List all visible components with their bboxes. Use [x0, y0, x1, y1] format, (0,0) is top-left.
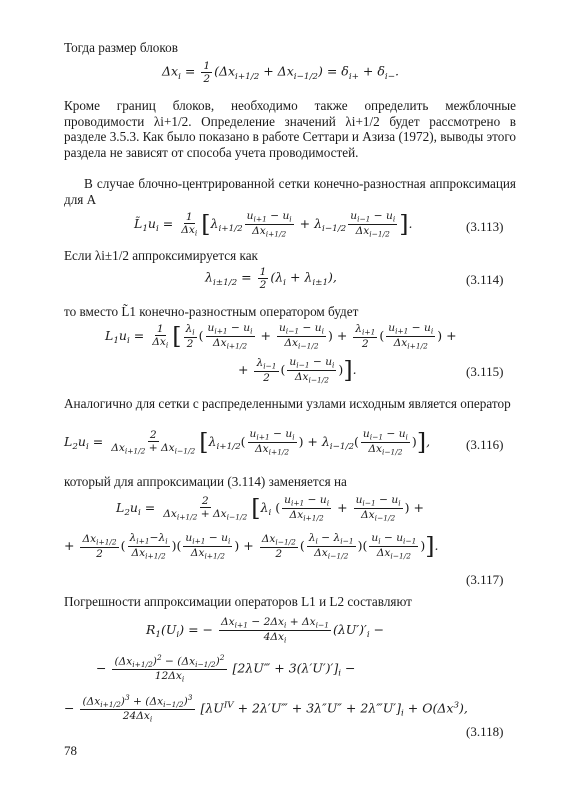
text-line-if-approximated: Если λi±1/2 аппроксимируется как: [64, 248, 258, 263]
equation-3-116: $L_2u_i$ = $\frac{2}{\Delta x_{i+1/2} + \Delta x_{i-1/2}}$ [$\lambda_{i+1/2}$( $\frac{u_{i+1} - u_i}{\Delta x_{i+1/2}}$ ) + $\lambda_{i-1/2}$( $\frac{u_{i-1} - u_i}{\Delta x_{i-1/2}}$ )],: [64, 427, 431, 457]
equation-3-115-line1: $L_1u_i$ = $\frac{1}{\Delta x_i}$ [ $\frac{\lambda_i}{2}$ ( $\frac{u_{i+1} - u_i}{\Delta x_{i+1/2}}$ + $\frac{u_{i-1} - u_i}{\Delta x_{i-1/2}}$ ) + $\frac{\lambda_{i+1}}{2}$ ( $\frac{u_{i+1} - u_i}{\Delta x_{i+1/2}}$ ) +: [105, 321, 457, 351]
equation-3-118-line2: − $\frac{(\Delta x_{i+1/2})^2 - (\Delta x_{i-1/2})^2}{12\Delta x_i}$ [2λU‴ + $3(\lambda'U')']_i$ −: [96, 653, 356, 684]
text-line-approx-errors: Погрешности аппроксимации операторов L1 и L2 составляют: [64, 594, 412, 609]
equation-dx: $\Delta x_i$ = $\frac{1}{2}$ $(\Delta x_{i+1/2} + \Delta x_{i-1/2}) = \delta_{i+} + \delta_{i-}$.: [162, 59, 400, 85]
eqno-3-114: (3.114): [466, 272, 504, 287]
eqno-3-116: (3.116): [466, 437, 504, 452]
text-line-replaced: который для аппроксимации (3.114) заменяется на: [64, 474, 347, 489]
equation-3-115-line2: + $\frac{\lambda_{i-1}}{2}$ ( $\frac{u_{i-1} - u_i}{\Delta x_{i-1/2}}$ )].: [238, 355, 357, 385]
paragraph-distributed-nodes: Аналогично для сетки с распределенными узлами исходным является оператор: [64, 396, 511, 411]
equation-3-117-line2: + $\frac{\Delta x_{i+1/2}}{2}$ ( $\frac{\lambda_{i+1}-\lambda_i}{\Delta x_{i+1/2}}$ )( $\frac{u_{i+1} - u_i}{\Delta x_{i+1/2}}$ ) + $\frac{\Delta x_{i-1/2}}{2}$ ( $\frac{\lambda_i - \lambda_{i-1}}{\Delta x_{i-1/2}}$ )( $\frac{u_i - u_{i-1}}{\Delta x_{i-1/2}}$ )].: [64, 531, 439, 561]
page-number: 78: [64, 743, 77, 758]
paragraph-block-centered: В случае блочно-центрированной сетки конечно-разностная аппроксимация для A: [64, 176, 516, 207]
paragraph-block-boundaries: Кроме границ блоков, необходимо также определить межблочные проводимости λi+1/2. Определение значений λi+1/2 будет рассмотрено в разделе 3.5.3. Как было показано в работе Сеттари и Азиза (1972), выводы этого раздела не зависят от способа учета проводимостей.: [64, 98, 517, 160]
eqno-3-113: (3.113): [466, 219, 504, 234]
text-line-instead: то вместо L̃1 конечно-разностным оператором будет: [64, 304, 359, 319]
eqno-3-115: (3.115): [466, 364, 504, 379]
equation-3-118-line3: − $\frac{(\Delta x_{i+1/2})^3 + (\Delta x_{i-1/2})^3}{24\Delta x_i}$ [$\lambda U^{IV}$ + 2λ′U‴ + $3\lambda''U'' + 2\lambda‴U']_i + O(\Delta x^3)$,: [64, 693, 468, 724]
text-line-block-size: Тогда размер блоков: [64, 40, 178, 55]
eqno-3-117: (3.117): [466, 572, 504, 587]
equation-3-117-line1: $L_2u_i$ = $\frac{2}{\Delta x_{i+1/2} + \Delta x_{i-1/2}}$ [$\lambda_i$ ( $\frac{u_{i+1} - u_i}{\Delta x_{i+1/2}}$ + $\frac{u_{i-1} - u_i}{\Delta x_{i-1/2}}$ ) +: [116, 493, 424, 523]
equation-3-114: $\lambda_{i\pm 1/2}$ = $\frac{1}{2}$ $(\lambda_i + \lambda_{i\pm 1})$,: [205, 265, 337, 291]
equation-3-118-line1: $R_1(U_i)$ = − $\frac{\Delta x_{i+1} - 2\Delta x_i + \Delta x_{i-1}}{4\Delta x_i}$ $(\lambda U')'_i$ −: [146, 615, 385, 645]
equation-3-113: $L̃_1u_i$ = $\frac{1}{\Delta x_i}$ [$\lambda_{i+1/2}$ $\frac{u_{i+1} - u_i}{\Delta x_{i+1/2}}$ + $\lambda_{i-1/2}$ $\frac{u_{i-1} - u_i}{\Delta x_{i-1/2}}$ ].: [134, 209, 413, 239]
eqno-3-118: (3.118): [466, 724, 504, 739]
